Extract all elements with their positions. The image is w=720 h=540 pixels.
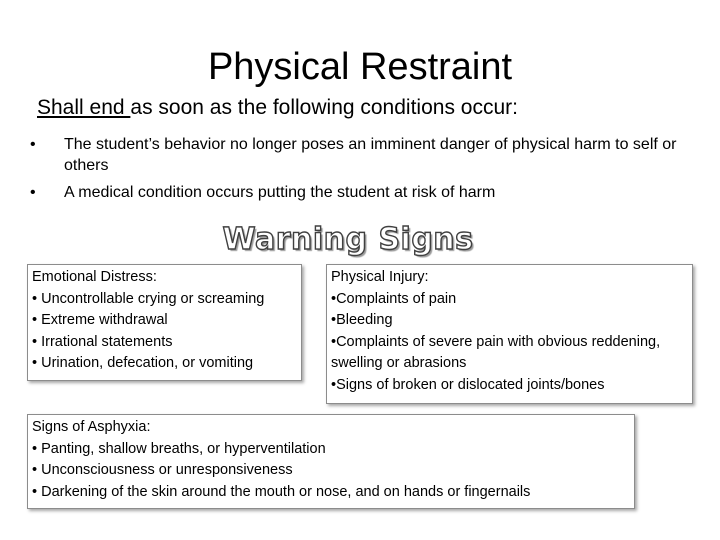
bullet-marker: • xyxy=(30,184,36,201)
condition-text: A medical condition occurs putting the student at risk of harm xyxy=(64,184,496,201)
bullet-marker: • xyxy=(30,136,36,153)
box-heading: Signs of Asphyxia: xyxy=(32,419,151,435)
slide-title: Physical Restraint xyxy=(207,46,513,88)
list-item: • Panting, shallow breaths, or hyperventilation xyxy=(32,440,326,457)
box-heading: Physical Injury: xyxy=(331,269,429,285)
box-list xyxy=(32,439,630,504)
physical-injury-box xyxy=(326,264,693,404)
condition-item xyxy=(30,134,680,176)
emotional-distress-box xyxy=(27,264,302,381)
box-list xyxy=(331,289,688,397)
list-item: • Urination, defecation, or vomiting xyxy=(32,355,254,371)
lead-rest-text: as soon as the following conditions occur: xyxy=(130,96,518,119)
condition-item xyxy=(30,182,680,203)
condition-text: The student’s behavior no longer poses an imminent danger of physical harm to self or others xyxy=(64,136,677,174)
condition-list xyxy=(30,134,680,209)
lead-underlined-text: Shall end xyxy=(37,96,131,119)
box-list xyxy=(32,289,297,375)
list-item: • Unconsciousness or unresponsiveness xyxy=(32,462,293,478)
warning-signs-heading: Warning Signs xyxy=(222,222,474,257)
list-item: •Signs of broken or dislocated joints/bones xyxy=(331,376,605,393)
list-item: • Darkening of the skin around the mouth or nose, and on hands or fingernails xyxy=(32,483,531,500)
list-item: •Complaints of severe pain with obvious reddening, swelling or abrasions xyxy=(331,333,661,371)
list-item: • Irrational statements xyxy=(32,333,173,350)
box-heading: Emotional Distress: xyxy=(32,269,157,285)
asphyxia-signs-box xyxy=(27,414,635,509)
list-item: •Bleeding xyxy=(331,312,393,328)
list-item: • Extreme withdrawal xyxy=(32,312,168,328)
list-item: • Uncontrollable crying or screaming xyxy=(32,290,265,307)
list-item: •Complaints of pain xyxy=(331,290,457,307)
lead-sentence xyxy=(37,94,518,122)
